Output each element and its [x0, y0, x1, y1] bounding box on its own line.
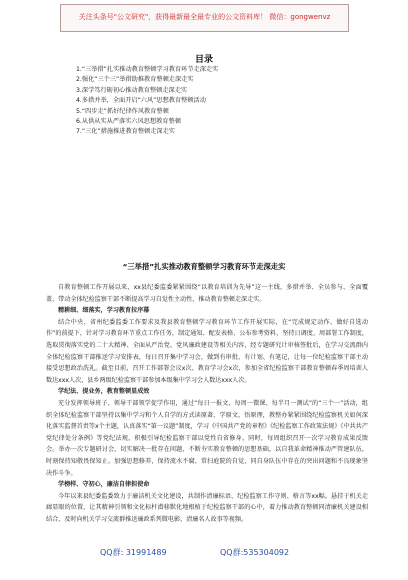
paragraph-3: 今年以来县纪委监委致力于廉洁机关文化建设，共制作清廉标语、纪检监察工作守则、格言等xx幅。悬挂于机关走廊显眼的位置，让其精神引领和文化标杆潜移默化地根植于纪检监察干部的心中，着力推动教育整顿同清廉机关建设相结合，及时向机关学习交流群推送廉政系列微电影、清廉名人故事等视频。 [46, 492, 368, 523]
paragraph-intro: 自教育整顿工作开展以来，xx县纪委监委紧紧围绕“以教育培训为先导”这一主线，多措并举、全员参与、全面覆盖，带动全体纪检监察干部不断提高学习自觉性主动性，推动教育整顿走深走实。 [46, 284, 368, 303]
toc-item-4[interactable]: 4.多措并举，全面开启“六风”思想教育整顿活动 [76, 97, 206, 105]
table-of-contents [76, 65, 366, 138]
article-body [46, 282, 368, 525]
toc-item-5[interactable]: 5.“四步走”抓好纪律作风教育整顿 [76, 107, 169, 115]
toc-item-2[interactable]: 2.强化“三个三”举措助推教育整顿走深走实 [76, 76, 194, 84]
toc-item-6[interactable]: 6.从供从实从严落实六风思想教育整顿 [76, 118, 181, 126]
footer-qq-group-1: QQ群: 31991489 [100, 548, 167, 557]
toc-item-7[interactable]: 7.“三化”措施推进教育整顿走深走实 [76, 128, 175, 136]
header-banner [60, 4, 349, 32]
toc-title: 目录 [194, 55, 213, 65]
paragraph-2: 充分发挥领导班子、领导干部领学促学作用，通过“每日一报文、每周一微课、每半月一测试”的“三个一”活动，组织全体纪检监察干部坚持以集中学习和个人自学的方式读原著、学原文、悟原理，教整办紧紧围绕纪检监察机关如何深化落实监督首责等x个主题，认真落实“第一议题”制度，学习《中国共产党的章程》《纪检监察工作政策法规》《中共共产党纪律处分条例》等党纪法规，积极引导纪检监察干部以党性自省修身。同时，每周组织召开一次学习教育成果反馈会。举办一次专题研讨会，切实解决一批存在问题，不断夯实教育整顿的思想基础，以自我革命精神推动严管建队伍，时刻保持知敬畏保知止。加强思想修养，保持流水不腐、常扫庭院的自觉，同自身队伍中存在的突出问题和不良现象坚决作斗争。 [46, 399, 368, 477]
footer-qq-group-2: QQ群:535304092 [220, 548, 290, 557]
footer [0, 547, 408, 561]
article-title: “三举措”扎实推动教育整顿学习教育环节走深走实 [122, 262, 286, 271]
paragraph-1: 结合中央、省州纪委监委工作要求及我县教育整顿学习教育环节工作开展实际，在“完成规定动作、做好自选动作”的前提下，针对学习教育环节重点工作任务，制定通知、配发表格、公布参考资料，坚持日调度、周部署工作制度，选取贯彻落实党的二十大精神、全面从严治党、党风廉政建设等相关内容，经专题研究计审核签批后，在学习交流群内全体纪检监察干部推送学习安排表，每日召开集中学习会，做到有串批、有计划、有笔记，让每一位纪检监察干部主动接受思想政治洗礼。截至目前，召开工作部署会议x次、教育学习会x次，参加全省纪检监察干部教育整顿春季周培训人数达xxx人次，县乡两级纪检监察干部参加本级集中学习会人数达xxx人次。 [46, 318, 368, 384]
toc-item-3[interactable]: 3.深学笃行砺初心推动教育整顿走深走实 [76, 86, 188, 94]
subheading-3: 学榜样、守初心，廉洁自律担使命 [58, 481, 150, 489]
subheading-2: 学纪法、提业务，教育整顿显成效 [58, 388, 150, 396]
banner-text: 关注头条号"公文研究"，获得最新最全最专业的公文资料库！ 微信：gongwenvz [78, 13, 331, 21]
subheading-1: 精耕细、细落实，学习教育拉序幕 [58, 307, 150, 315]
toc-item-1[interactable]: 1.“三举措”扎实推动教育整顿学习教育环节走深走实 [76, 66, 219, 73]
